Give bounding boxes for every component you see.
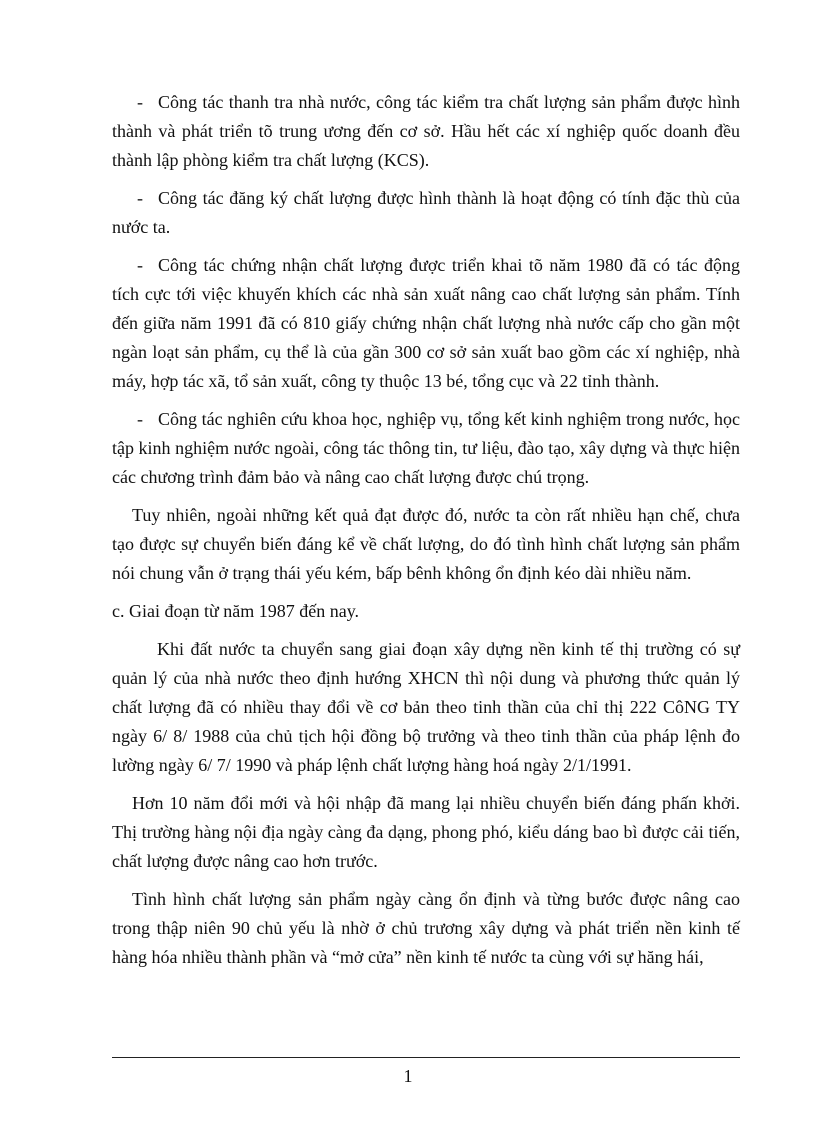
bullet-marker: -: [137, 188, 143, 208]
document-body: [112, 88, 740, 981]
bullet-paragraph-inspection: [112, 88, 740, 175]
paragraph-market-transition: Khi đất nước ta chuyển sang giai đoạn xây dựng nền kinh tế thị trường có sự quản lý của nhà nước theo định hướng XHCN thì nội dung và phương thức quản lý chất lượng đã có nhiều thay đổi về cơ bản theo tinh thần của chỉ thị 222 CôNG TY ngày 6/ 8/ 1988 của chủ tịch hội đồng bộ trưởng và theo tinh thần của pháp lệnh đo lường ngày 6/ 7/ 1990 và pháp lệnh chất lượng hàng hoá ngày 2/1/1991.: [112, 639, 740, 775]
section-heading: c. Giai đoạn từ năm 1987 đến nay.: [112, 601, 360, 621]
bullet-marker: -: [137, 409, 143, 429]
bullet-paragraph-research: [112, 405, 740, 492]
paragraph-limitations: Tuy nhiên, ngoài những kết quả đạt được đó, nước ta còn rất nhiều hạn chế, chưa tạo được sự chuyển biến đáng kể về chất lượng, do đó tình hình chất lượng sản phẩm nói chung vẫn ở trạng thái yếu kém, bấp bênh không ổn định kéo dài nhiều năm.: [112, 505, 740, 583]
paragraph-renovation: Hơn 10 năm đổi mới và hội nhập đã mang lại nhiều chuyển biến đáng phấn khởi. Thị trường hàng nội địa ngày càng đa dạng, phong phó, kiểu dáng bao bì được cải tiến, chất lượng được nâng cao hơn trước.: [112, 793, 740, 871]
footer-divider: [112, 1057, 740, 1058]
bullet-paragraph-certification: [112, 251, 740, 396]
bullet-marker: -: [137, 255, 143, 275]
paragraph-text: Công tác đăng ký chất lượng được hình thành là hoạt động có tính đặc thù của nước ta.: [112, 188, 740, 237]
paragraph-quality-situation: Tình hình chất lượng sản phẩm ngày càng ổn định và từng bước được nâng cao trong thập niên 90 chủ yếu là nhờ ở chủ trương xây dựng và phát triển nền kinh tế hàng hóa nhiều thành phần và “mở cửa” nền kinh tế nước ta cùng với sự hăng hái,: [112, 889, 740, 967]
bullet-paragraph-registration: [112, 184, 740, 242]
paragraph-text: Công tác chứng nhận chất lượng được triển khai tõ năm 1980 đã có tác động tích cực tới việc khuyến khích các nhà sản xuất nâng cao chất lượng sản phẩm. Tính đến giữa năm 1991 đã có 810 giấy chứng nhận chất lượng nhà nước cấp cho gần một ngàn loạt sản phẩm, cụ thể là của gần 300 cơ sở sản xuất bao gồm các xí nghiệp, nhà máy, hợp tác xã, tổ sản xuất, công ty thuộc 13 bé, tổng cục và 22 tỉnh thành.: [112, 255, 740, 391]
paragraph-text: Công tác nghiên cứu khoa học, nghiệp vụ, tổng kết kinh nghiệm trong nước, học tập kinh nghiệm nước ngoài, công tác thông tin, tư liệu, đào tạo, xây dựng và thực hiện các chương trình đảm bảo và nâng cao chất lượng được chú trọng.: [112, 409, 740, 487]
page-number: 1: [403, 1066, 413, 1086]
bullet-marker: -: [137, 92, 143, 112]
paragraph-text: Công tác thanh tra nhà nước, công tác kiểm tra chất lượng sản phẩm được hình thành và phát triển tõ trung ương đến cơ sở. Hầu hết các xí nghiệp quốc doanh đều thành lập phòng kiểm tra chất lượng (KCS).: [112, 92, 740, 170]
